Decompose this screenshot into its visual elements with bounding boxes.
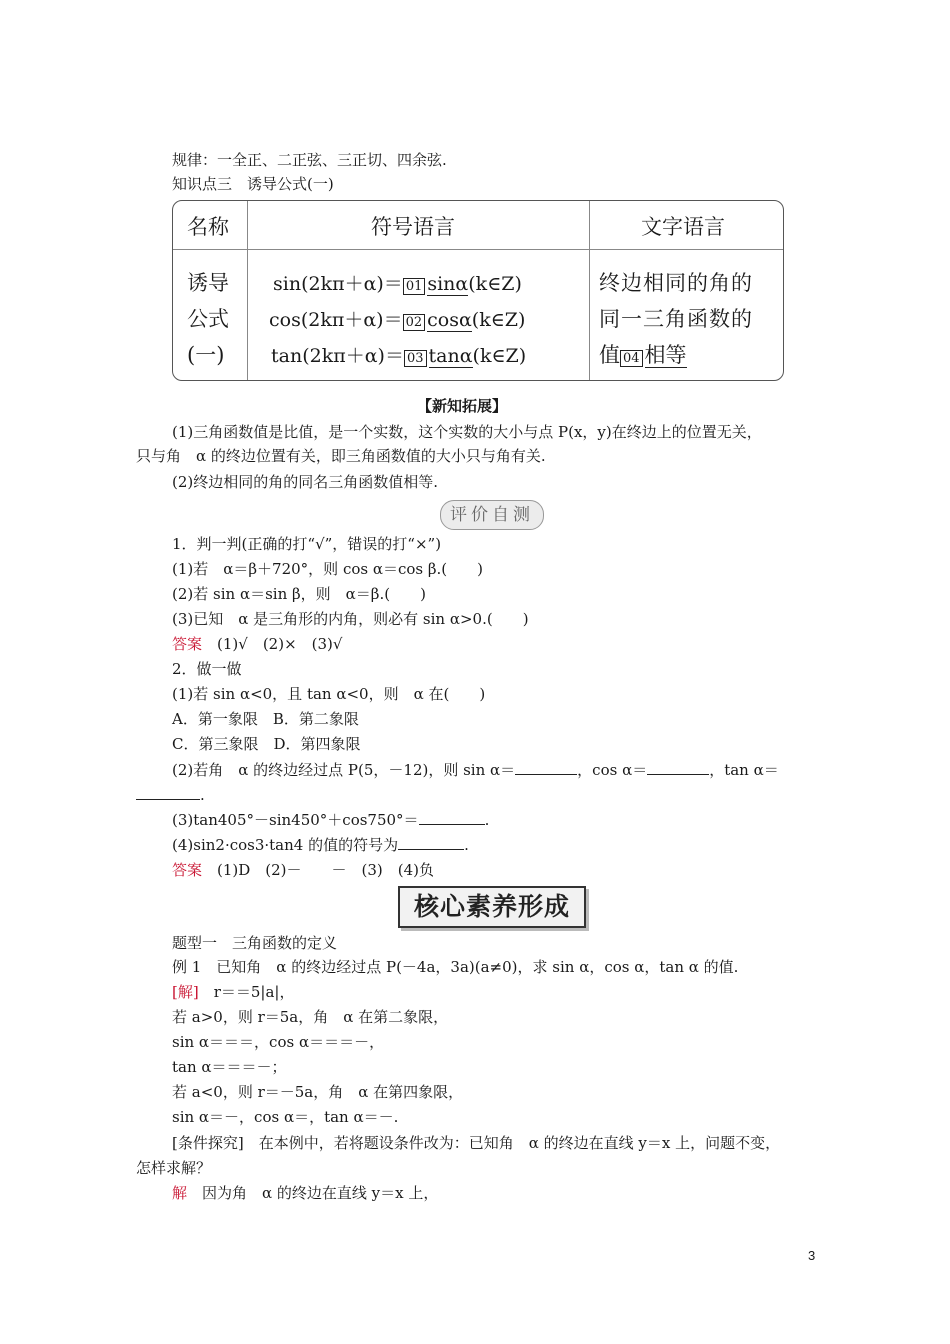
answer-text: (1)D (2)－ － (3) (4)负 (202, 861, 435, 879)
section3-title: 知识点三 诱导公式(一) (172, 175, 334, 193)
page-number: 3 (808, 1248, 816, 1263)
formula-lhs: tan(2kπ＋α)＝ (271, 345, 404, 367)
q2-item2-text: ，tan α＝ (709, 761, 779, 779)
period: . (200, 786, 205, 804)
q2-answer (172, 860, 434, 880)
solution-text: 因为角 α 的终边在直线 y＝x 上， (187, 1184, 439, 1202)
solution-case2: 若 a<0，则 r＝－5a，角 α 在第四象限， (172, 1083, 464, 1101)
answer-blank (647, 760, 709, 775)
answer-blank (419, 810, 485, 825)
solution-label: [解] (172, 983, 199, 1001)
table-text-line: 终边相同的角的 (599, 271, 753, 295)
formula-answer: sinα (427, 273, 469, 295)
q2-choices-ab: A．第一象限 B．第二象限 (172, 710, 359, 728)
blank-number: 01 (403, 278, 426, 295)
solution-case1-sc: sin α＝＝＝，cos α＝＝＝－， (172, 1033, 385, 1051)
q2-item2-text: (2)若角 α 的终边经过点 P(5，－12)，则 sin α＝ (172, 761, 516, 779)
solution-r (172, 982, 294, 1002)
blank-number: 02 (403, 314, 426, 331)
example1: 例 1 已知角 α 的终边经过点 P(－4a，3a)(a≠0)，求 sin α，cos α，tan α 的值. (172, 958, 739, 976)
q1-item: (2)若 sin α＝sin β，则 α＝β.( ) (172, 585, 426, 603)
solution-text: r＝＝5|a|， (198, 983, 295, 1001)
self-test-banner: 评价自测 (440, 500, 544, 530)
q2-item2-text: ，cos α＝ (577, 761, 648, 779)
formula-cos (269, 305, 525, 332)
answer-blank (136, 785, 200, 800)
period: . (484, 811, 490, 829)
q2-item3-text: (3)tan405°－sin450°＋cos750°＝ (172, 811, 419, 829)
q2-title: 2．做一做 (172, 660, 242, 678)
rule-line: 规律：一全正、二正弦、三正切、四余弦. (172, 151, 447, 169)
solution-label: 解 (172, 1184, 188, 1202)
solution-case2-vals: sin α＝－，cos α＝，tan α＝－. (172, 1108, 399, 1126)
formula-answer: tanα (428, 345, 473, 367)
explore-line1: [条件探究] 在本例中，若将题设条件改为：已知角 α 的终边在直线 y＝x 上，问题不变， (172, 1134, 781, 1152)
solution-case1-t: tan α＝＝＝－； (172, 1058, 287, 1076)
table-divider (589, 201, 590, 380)
q2-item4-text: (4)sin2·cos3·tan4 的值的符号为 (172, 836, 399, 854)
q2-item4 (172, 835, 469, 855)
expand-p1-line1: (1)三角函数值是比值，是一个实数，这个实数的大小与点 P(x，y)在终边上的位置无关， (172, 423, 762, 441)
formula-lhs: sin(2kπ＋α)＝ (273, 273, 403, 295)
q2-item1: (1)若 sin α<0，且 tan α<0，则 α 在( ) (172, 685, 486, 703)
table-name-line: 诱导 (187, 271, 229, 295)
formula-tan (271, 341, 526, 368)
formula-answer: cosα (427, 309, 472, 331)
solution-case1: 若 a>0，则 r＝5a，角 α 在第二象限， (172, 1008, 449, 1026)
answer-label: 答案 (172, 635, 203, 653)
q2-item2 (172, 760, 779, 780)
formula-domain: (k∈Z) (471, 309, 526, 331)
blank-number: 03 (404, 350, 427, 367)
expand-title: 【新知拓展】 (417, 397, 508, 415)
table-name-line: (一) (187, 343, 225, 367)
formula-sin (273, 269, 522, 296)
table-divider (247, 201, 248, 380)
table-divider (173, 249, 783, 250)
table-text-line: 同一三角函数的 (599, 307, 753, 331)
blank-number: 04 (620, 350, 643, 367)
q2-item2-cont (136, 785, 205, 805)
text-answer: 相等 (644, 343, 687, 367)
answer-blank (515, 760, 577, 775)
text-prefix: 值 (599, 343, 620, 367)
table-header-text: 文字语言 (641, 215, 725, 239)
formula-domain: (k∈Z) (472, 345, 527, 367)
table-header-name: 名称 (187, 215, 229, 239)
formula-domain: (k∈Z) (468, 273, 522, 295)
q1-item: (1)若 α＝β＋720°，则 cos α＝cos β.( ) (172, 560, 484, 578)
table-header-symbol: 符号语言 (371, 215, 455, 239)
expand-p2: (2)终边相同的角的同名三角函数值相等. (172, 473, 439, 491)
core-banner: 核心素养形成 (398, 886, 586, 928)
q1-item: (3)已知 α 是三角形的内角，则必有 sin α>0.( ) (172, 610, 529, 628)
formula-table (172, 200, 784, 381)
type1-title: 题型一 三角函数的定义 (172, 934, 338, 952)
table-name-line: 公式 (187, 307, 229, 331)
q1-answer (172, 634, 342, 654)
explore-line2: 怎样求解？ (136, 1159, 212, 1177)
answer-blank (398, 835, 464, 850)
q2-choices-cd: C．第三象限 D．第四象限 (172, 735, 361, 753)
period: . (464, 836, 469, 854)
table-text-line (599, 339, 687, 369)
formula-lhs: cos(2kπ＋α)＝ (269, 309, 403, 331)
expand-p1-line2: 只与角 α 的终边位置有关，即三角函数值的大小只与角有关. (136, 447, 546, 465)
answer-label: 答案 (172, 861, 203, 879)
q2-item3 (172, 810, 489, 830)
answer-text: (1)√ (2)× (3)√ (202, 635, 343, 653)
final-solution (172, 1183, 438, 1203)
q1-title: 1．判一判(正确的打“√”，错误的打“×”) (172, 535, 442, 553)
